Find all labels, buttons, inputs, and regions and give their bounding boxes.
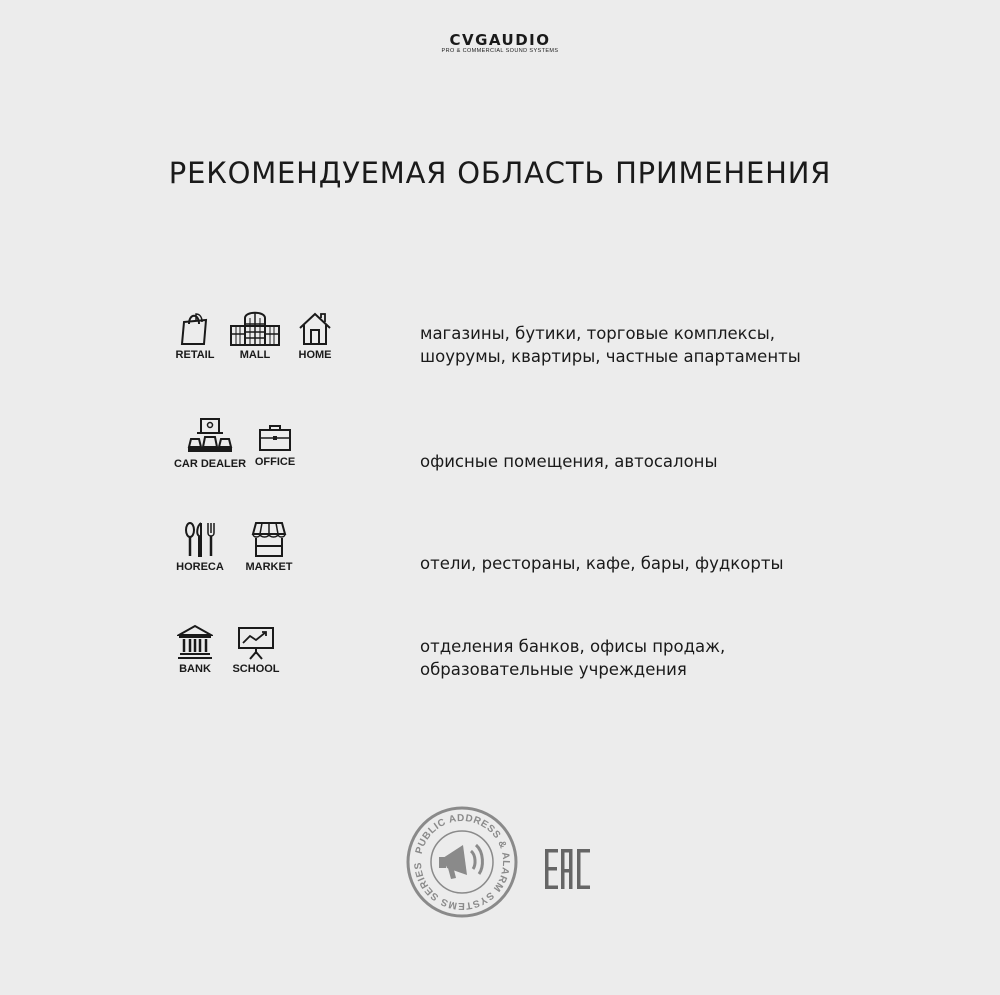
house-icon [297,310,333,346]
description-line: шоурумы, квартиры, частные апартаменты [420,347,801,366]
cutlery-icon [182,520,218,558]
icon-group [170,624,282,675]
horeca-item [172,520,228,573]
retail-item [170,310,220,361]
application-row-retail [0,310,1000,380]
application-row-bank [0,624,1000,694]
public-address-series-badge [405,805,519,919]
icon-label-car-dealer: CAR DEALER [173,458,247,470]
description-line: офисные помещения, автосалоны [420,452,718,471]
market-stall-icon [251,520,287,558]
bank-icon [177,624,213,660]
badge-series-text: PUBLIC ADDRESS & ALARM SYSTEMS SERIES [412,812,512,912]
application-description [420,635,940,681]
icon-label-market: MARKET [245,561,293,573]
mall-item [226,310,284,361]
application-row-office [0,417,1000,487]
icon-label-bank: BANK [179,663,211,675]
application-description [420,322,940,368]
brand-logo [0,32,1000,55]
icon-label-mall: MALL [239,349,271,361]
description-line: магазины, бутики, торговые комплексы, [420,324,775,343]
icon-label-retail: RETAIL [175,349,215,361]
description-line: отели, рестораны, кафе, бары, фудкорты [420,554,784,573]
icon-label-office: OFFICE [254,456,296,468]
brand-logo-wordmark: CVGAUDIO [449,31,551,49]
office-item [252,417,298,470]
market-item [242,520,296,573]
mall-building-icon [229,310,281,346]
description-line: отделения банков, офисы продаж, [420,637,726,656]
icon-label-home: HOME [298,349,332,361]
car-dealer-icon [185,417,235,455]
description-line: образовательные учреждения [420,660,687,679]
page-title: РЕКОМЕНДУЕМАЯ ОБЛАСТЬ ПРИМЕНЕНИЯ [168,156,832,190]
bank-item [170,624,220,675]
application-description [420,450,940,473]
application-description [420,552,940,575]
icon-label-school: SCHOOL [232,663,280,675]
application-row-horeca [0,520,1000,590]
icon-group [172,520,296,573]
car-dealer-item [172,417,248,470]
icon-label-horeca: HORECA [176,561,224,573]
presentation-board-icon [236,624,276,660]
megaphone-icon [439,845,482,879]
brand-logo-tagline: PRO & COMMERCIAL SOUND SYSTEMS [441,48,559,54]
school-item [230,624,282,675]
icon-group [172,417,298,470]
shopping-bag-icon [178,310,212,346]
briefcase-icon [257,417,293,453]
icon-group [170,310,340,361]
certification-badges [0,805,1000,925]
eac-certification-mark [545,849,593,889]
home-item [290,310,340,361]
